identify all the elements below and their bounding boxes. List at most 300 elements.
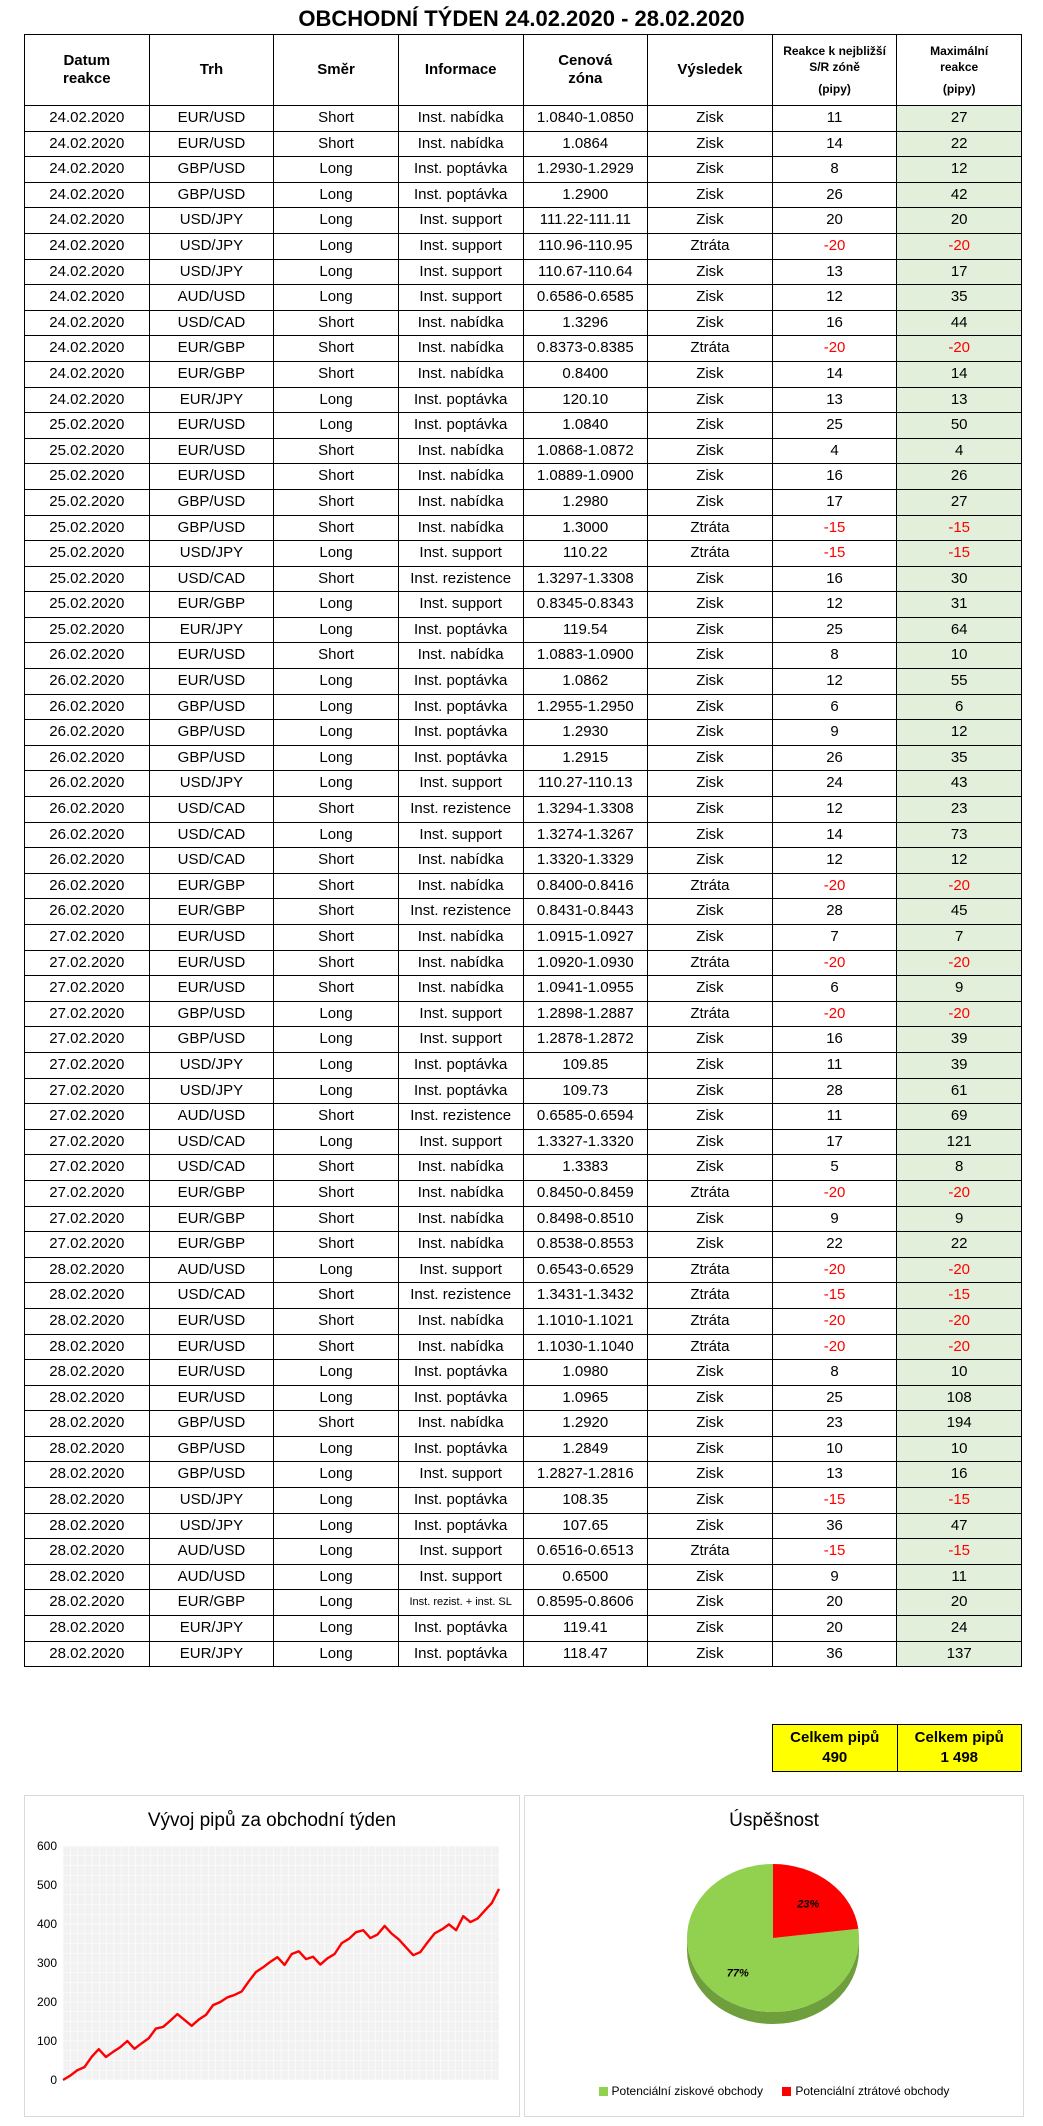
legend-label-loss: Potenciální ztrátové obchody — [795, 2084, 950, 2098]
cell-max-reaction: 9 — [897, 976, 1022, 1002]
header-max-reaction: Maximální reakce (pipy) — [897, 35, 1022, 106]
table-row — [25, 694, 1022, 720]
cell-info: Inst. nabídka — [398, 1411, 523, 1437]
cell-date: 28.02.2020 — [25, 1360, 150, 1386]
cell-result: Ztráta — [648, 336, 773, 362]
pie-chart-title: Úspěšnost — [729, 1810, 819, 1831]
cell-info: Inst. rezist. + inst. SL — [398, 1590, 523, 1616]
cell-result: Zisk — [648, 413, 773, 439]
cell-reaction: 11 — [772, 106, 897, 132]
cell-reaction: 12 — [772, 592, 897, 618]
cell-max-reaction: 24 — [897, 1616, 1022, 1642]
cell-market: EUR/USD — [149, 669, 274, 695]
cell-market: USD/CAD — [149, 797, 274, 823]
cell-market: AUD/USD — [149, 1564, 274, 1590]
cell-direction: Long — [274, 1564, 399, 1590]
cell-reaction: 8 — [772, 1360, 897, 1386]
cell-zone: 1.0980 — [523, 1360, 648, 1386]
cell-date: 27.02.2020 — [25, 1027, 150, 1053]
y-tick-label: 300 — [36, 1956, 57, 1970]
cell-info: Inst. poptávka — [398, 617, 523, 643]
cell-market: EUR/USD — [149, 1360, 274, 1386]
cell-zone: 1.2878-1.2872 — [523, 1027, 648, 1053]
table-row — [25, 1641, 1022, 1667]
cell-direction: Long — [274, 694, 399, 720]
cell-result: Zisk — [648, 387, 773, 413]
cell-date: 27.02.2020 — [25, 976, 150, 1002]
cell-direction: Long — [274, 182, 399, 208]
header-reaction: Reakce k nejbližší S/R zóně (pipy) — [772, 35, 897, 106]
legend-label-win: Potenciální ziskové obchody — [611, 2084, 763, 2098]
cell-direction: Short — [274, 925, 399, 951]
cell-reaction: 8 — [772, 643, 897, 669]
cell-info: Inst. nabídka — [398, 361, 523, 387]
pie-chart-svg — [525, 1796, 1023, 2116]
cell-info: Inst. support — [398, 1129, 523, 1155]
cell-info: Inst. support — [398, 1564, 523, 1590]
cell-info: Inst. poptávka — [398, 1641, 523, 1667]
cell-zone: 1.3294-1.3308 — [523, 797, 648, 823]
cell-date: 24.02.2020 — [25, 361, 150, 387]
cell-date: 26.02.2020 — [25, 669, 150, 695]
cell-zone: 118.47 — [523, 1641, 648, 1667]
header-date: Datum reakce — [25, 35, 150, 106]
cell-max-reaction: 35 — [897, 285, 1022, 311]
cell-direction: Long — [274, 1539, 399, 1565]
cell-direction: Long — [274, 157, 399, 183]
cell-date: 27.02.2020 — [25, 950, 150, 976]
cell-result: Zisk — [648, 669, 773, 695]
cell-reaction: -15 — [772, 515, 897, 541]
table-row — [25, 233, 1022, 259]
cell-result: Zisk — [648, 1206, 773, 1232]
total-reaction-cell — [773, 1725, 898, 1772]
cell-zone: 1.2930-1.2929 — [523, 157, 648, 183]
cell-result: Zisk — [648, 285, 773, 311]
cell-market: AUD/USD — [149, 1257, 274, 1283]
cell-result: Ztráta — [648, 1001, 773, 1027]
cell-zone: 1.3297-1.3308 — [523, 566, 648, 592]
cell-direction: Long — [274, 720, 399, 746]
cell-max-reaction: -20 — [897, 1334, 1022, 1360]
cell-max-reaction: -15 — [897, 515, 1022, 541]
cell-reaction: 11 — [772, 1052, 897, 1078]
cell-zone: 109.73 — [523, 1078, 648, 1104]
cell-max-reaction: -20 — [897, 1180, 1022, 1206]
cell-info: Inst. nabídka — [398, 848, 523, 874]
cell-info: Inst. support — [398, 592, 523, 618]
pie-label-win: 77% — [726, 1967, 749, 1980]
cell-zone: 1.0920-1.0930 — [523, 950, 648, 976]
cell-direction: Long — [274, 1513, 399, 1539]
cell-result: Zisk — [648, 592, 773, 618]
cell-market: EUR/USD — [149, 413, 274, 439]
table-row — [25, 1104, 1022, 1130]
cell-date: 24.02.2020 — [25, 285, 150, 311]
cell-result: Ztráta — [648, 1539, 773, 1565]
legend-item-loss — [782, 2084, 949, 2098]
cell-reaction: 12 — [772, 848, 897, 874]
cell-result: Ztráta — [648, 541, 773, 567]
cell-reaction: 16 — [772, 566, 897, 592]
cell-info: Inst. poptávka — [398, 1078, 523, 1104]
cell-info: Inst. nabídka — [398, 1334, 523, 1360]
cell-direction: Long — [274, 541, 399, 567]
cell-result: Ztráta — [648, 1308, 773, 1334]
pie-legend — [525, 2084, 1023, 2098]
cell-direction: Long — [274, 413, 399, 439]
cell-zone: 0.8400-0.8416 — [523, 873, 648, 899]
cell-market: AUD/USD — [149, 1539, 274, 1565]
cell-market: EUR/JPY — [149, 1641, 274, 1667]
cell-market: USD/JPY — [149, 233, 274, 259]
cell-max-reaction: 12 — [897, 848, 1022, 874]
cell-info: Inst. poptávka — [398, 387, 523, 413]
table-row — [25, 976, 1022, 1002]
legend-swatch-loss — [782, 2087, 791, 2096]
cell-max-reaction: 39 — [897, 1027, 1022, 1053]
cell-zone: 111.22-111.11 — [523, 208, 648, 234]
cell-info: Inst. support — [398, 541, 523, 567]
cell-reaction: 13 — [772, 387, 897, 413]
cell-reaction: -15 — [772, 1488, 897, 1514]
cell-info: Inst. nabídka — [398, 976, 523, 1002]
cell-info: Inst. poptávka — [398, 1436, 523, 1462]
table-row — [25, 1539, 1022, 1565]
table-row — [25, 1488, 1022, 1514]
cell-zone: 0.6586-0.6585 — [523, 285, 648, 311]
cell-max-reaction: 12 — [897, 720, 1022, 746]
cell-zone: 1.2900 — [523, 182, 648, 208]
cell-direction: Long — [274, 1052, 399, 1078]
cell-direction: Long — [274, 1360, 399, 1386]
cell-max-reaction: -20 — [897, 873, 1022, 899]
cell-date: 24.02.2020 — [25, 157, 150, 183]
cell-reaction: 24 — [772, 771, 897, 797]
cell-market: GBP/USD — [149, 489, 274, 515]
cell-market: EUR/USD — [149, 1334, 274, 1360]
cell-market: USD/CAD — [149, 1155, 274, 1181]
cell-market: GBP/USD — [149, 515, 274, 541]
cell-result: Ztráta — [648, 1257, 773, 1283]
cell-zone: 1.2930 — [523, 720, 648, 746]
cell-result: Zisk — [648, 822, 773, 848]
cell-reaction: 20 — [772, 1590, 897, 1616]
cell-max-reaction: 44 — [897, 310, 1022, 336]
cell-zone: 1.0889-1.0900 — [523, 464, 648, 490]
table-row — [25, 669, 1022, 695]
cell-max-reaction: 64 — [897, 617, 1022, 643]
table-row — [25, 617, 1022, 643]
cell-info: Inst. support — [398, 1539, 523, 1565]
cell-info: Inst. nabídka — [398, 1155, 523, 1181]
cell-direction: Short — [274, 899, 399, 925]
cell-max-reaction: 55 — [897, 669, 1022, 695]
cell-info: Inst. nabídka — [398, 489, 523, 515]
cell-zone: 109.85 — [523, 1052, 648, 1078]
cell-max-reaction: 35 — [897, 745, 1022, 771]
cell-direction: Long — [274, 208, 399, 234]
cell-market: USD/JPY — [149, 1513, 274, 1539]
table-row — [25, 208, 1022, 234]
cell-info: Inst. nabídka — [398, 515, 523, 541]
cell-max-reaction: 121 — [897, 1129, 1022, 1155]
y-tick-label: 100 — [36, 2034, 57, 2048]
cell-max-reaction: 137 — [897, 1641, 1022, 1667]
cell-market: EUR/USD — [149, 925, 274, 951]
total-max-value: 1 498 — [940, 1749, 979, 1766]
cell-market: EUR/GBP — [149, 1206, 274, 1232]
cell-result: Ztráta — [648, 1180, 773, 1206]
cell-date: 24.02.2020 — [25, 233, 150, 259]
total-max-cell — [897, 1725, 1022, 1772]
cell-market: EUR/GBP — [149, 1180, 274, 1206]
cell-info: Inst. support — [398, 233, 523, 259]
cell-market: GBP/USD — [149, 1462, 274, 1488]
cell-reaction: -20 — [772, 1180, 897, 1206]
cell-reaction: 26 — [772, 182, 897, 208]
cell-date: 25.02.2020 — [25, 617, 150, 643]
cell-max-reaction: 30 — [897, 566, 1022, 592]
cell-info: Inst. support — [398, 1027, 523, 1053]
cell-reaction: 16 — [772, 464, 897, 490]
cell-market: USD/JPY — [149, 1488, 274, 1514]
cell-direction: Short — [274, 515, 399, 541]
cell-max-reaction: 42 — [897, 182, 1022, 208]
cell-result: Ztráta — [648, 515, 773, 541]
cell-direction: Long — [274, 1001, 399, 1027]
cell-zone: 1.3383 — [523, 1155, 648, 1181]
cell-max-reaction: -15 — [897, 1539, 1022, 1565]
cell-market: USD/JPY — [149, 771, 274, 797]
cell-max-reaction: 11 — [897, 1564, 1022, 1590]
cell-direction: Short — [274, 310, 399, 336]
cell-reaction: -20 — [772, 873, 897, 899]
cell-info: Inst. poptávka — [398, 1052, 523, 1078]
cell-info: Inst. nabídka — [398, 131, 523, 157]
legend-item-win — [599, 2084, 763, 2098]
cell-info: Inst. support — [398, 1462, 523, 1488]
total-max-label: Celkem pipů — [914, 1729, 1004, 1746]
cell-direction: Long — [274, 822, 399, 848]
cell-result: Zisk — [648, 182, 773, 208]
cell-reaction: 12 — [772, 669, 897, 695]
table-row — [25, 541, 1022, 567]
table-row — [25, 899, 1022, 925]
cell-reaction: 23 — [772, 1411, 897, 1437]
cell-result: Zisk — [648, 1129, 773, 1155]
cell-date: 26.02.2020 — [25, 694, 150, 720]
header-result: Výsledek — [648, 35, 773, 106]
cell-date: 28.02.2020 — [25, 1462, 150, 1488]
cell-market: USD/JPY — [149, 259, 274, 285]
cell-date: 27.02.2020 — [25, 1129, 150, 1155]
cell-zone: 1.3274-1.3267 — [523, 822, 648, 848]
cell-info: Inst. poptávka — [398, 669, 523, 695]
total-reaction-label: Celkem pipů — [790, 1729, 880, 1746]
cell-date: 28.02.2020 — [25, 1308, 150, 1334]
cell-date: 25.02.2020 — [25, 541, 150, 567]
cell-date: 24.02.2020 — [25, 336, 150, 362]
cell-result: Zisk — [648, 694, 773, 720]
cell-max-reaction: -15 — [897, 1283, 1022, 1309]
cell-date: 28.02.2020 — [25, 1436, 150, 1462]
cell-reaction: 36 — [772, 1641, 897, 1667]
cell-result: Zisk — [648, 259, 773, 285]
table-row — [25, 1616, 1022, 1642]
cell-date: 27.02.2020 — [25, 1206, 150, 1232]
cell-reaction: 9 — [772, 720, 897, 746]
cell-date: 28.02.2020 — [25, 1334, 150, 1360]
cell-result: Zisk — [648, 1385, 773, 1411]
cell-max-reaction: -20 — [897, 1001, 1022, 1027]
cell-market: EUR/USD — [149, 950, 274, 976]
cell-max-reaction: -20 — [897, 950, 1022, 976]
cell-max-reaction: -20 — [897, 1308, 1022, 1334]
cell-max-reaction: 61 — [897, 1078, 1022, 1104]
cell-result: Zisk — [648, 1590, 773, 1616]
cell-reaction: 20 — [772, 208, 897, 234]
cell-max-reaction: 22 — [897, 131, 1022, 157]
cell-date: 26.02.2020 — [25, 643, 150, 669]
cell-market: AUD/USD — [149, 285, 274, 311]
cell-date: 24.02.2020 — [25, 131, 150, 157]
cell-market: EUR/USD — [149, 106, 274, 132]
cell-market: EUR/JPY — [149, 387, 274, 413]
cell-zone: 1.2827-1.2816 — [523, 1462, 648, 1488]
cell-reaction: -20 — [772, 1257, 897, 1283]
cell-zone: 119.54 — [523, 617, 648, 643]
cell-max-reaction: 10 — [897, 1436, 1022, 1462]
table-row — [25, 1385, 1022, 1411]
cell-market: USD/JPY — [149, 1078, 274, 1104]
cell-info: Inst. nabídka — [398, 950, 523, 976]
cell-zone: 0.6543-0.6529 — [523, 1257, 648, 1283]
cell-reaction: 16 — [772, 310, 897, 336]
pie-label-loss: 23% — [797, 1898, 820, 1911]
table-row — [25, 1513, 1022, 1539]
cell-market: USD/JPY — [149, 1052, 274, 1078]
cell-reaction: 28 — [772, 1078, 897, 1104]
cell-direction: Short — [274, 489, 399, 515]
cell-zone: 1.3320-1.3329 — [523, 848, 648, 874]
cell-reaction: 7 — [772, 925, 897, 951]
cell-info: Inst. nabídka — [398, 1232, 523, 1258]
header-market: Trh — [149, 35, 274, 106]
cell-reaction: 8 — [772, 157, 897, 183]
cell-date: 26.02.2020 — [25, 822, 150, 848]
cell-date: 26.02.2020 — [25, 771, 150, 797]
y-tick-label: 500 — [36, 1878, 57, 1892]
cell-zone: 119.41 — [523, 1616, 648, 1642]
cell-date: 27.02.2020 — [25, 1052, 150, 1078]
cell-market: EUR/GBP — [149, 1590, 274, 1616]
y-tick-label: 600 — [36, 1839, 57, 1853]
cell-market: GBP/USD — [149, 720, 274, 746]
cell-date: 24.02.2020 — [25, 106, 150, 132]
cell-info: Inst. nabídka — [398, 1180, 523, 1206]
cell-zone: 1.0864 — [523, 131, 648, 157]
cell-max-reaction: 69 — [897, 1104, 1022, 1130]
cell-zone: 0.8373-0.8385 — [523, 336, 648, 362]
cell-direction: Short — [274, 131, 399, 157]
cell-market: USD/CAD — [149, 848, 274, 874]
table-row — [25, 310, 1022, 336]
cell-result: Zisk — [648, 1436, 773, 1462]
cell-date: 27.02.2020 — [25, 1232, 150, 1258]
cell-zone: 0.8431-0.8443 — [523, 899, 648, 925]
cell-date: 26.02.2020 — [25, 899, 150, 925]
cell-info: Inst. poptávka — [398, 1385, 523, 1411]
cell-date: 28.02.2020 — [25, 1411, 150, 1437]
y-tick-label: 400 — [36, 1917, 57, 1931]
cell-reaction: 14 — [772, 361, 897, 387]
cell-info: Inst. rezistence — [398, 566, 523, 592]
table-row — [25, 1129, 1022, 1155]
cell-market: USD/CAD — [149, 822, 274, 848]
cell-direction: Long — [274, 1027, 399, 1053]
cell-date: 25.02.2020 — [25, 566, 150, 592]
cell-reaction: 16 — [772, 1027, 897, 1053]
cell-result: Zisk — [648, 1078, 773, 1104]
table-row — [25, 566, 1022, 592]
cell-max-reaction: 39 — [897, 1052, 1022, 1078]
cell-reaction: 9 — [772, 1564, 897, 1590]
cell-reaction: 13 — [772, 1462, 897, 1488]
cell-direction: Short — [274, 1232, 399, 1258]
cell-max-reaction: 50 — [897, 413, 1022, 439]
table-row — [25, 1308, 1022, 1334]
cell-result: Zisk — [648, 566, 773, 592]
cell-result: Zisk — [648, 489, 773, 515]
cell-info: Inst. support — [398, 1001, 523, 1027]
cell-max-reaction: 108 — [897, 1385, 1022, 1411]
cell-market: EUR/GBP — [149, 592, 274, 618]
legend-swatch-win — [599, 2087, 608, 2096]
cell-result: Zisk — [648, 1513, 773, 1539]
cell-max-reaction: 17 — [897, 259, 1022, 285]
cell-market: GBP/USD — [149, 745, 274, 771]
cell-direction: Long — [274, 1641, 399, 1667]
table-row — [25, 1027, 1022, 1053]
cell-result: Ztráta — [648, 950, 773, 976]
y-tick-label: 0 — [50, 2073, 57, 2087]
cell-result: Zisk — [648, 1232, 773, 1258]
cell-result: Zisk — [648, 925, 773, 951]
cell-zone: 120.10 — [523, 387, 648, 413]
cell-reaction: 13 — [772, 259, 897, 285]
table-row — [25, 592, 1022, 618]
table-row — [25, 745, 1022, 771]
cell-zone: 1.3431-1.3432 — [523, 1283, 648, 1309]
cell-direction: Long — [274, 1616, 399, 1642]
cell-market: USD/JPY — [149, 208, 274, 234]
cell-date: 28.02.2020 — [25, 1641, 150, 1667]
cell-zone: 1.0868-1.0872 — [523, 438, 648, 464]
cell-info: Inst. nabídka — [398, 925, 523, 951]
cell-info: Inst. support — [398, 771, 523, 797]
cell-market: USD/CAD — [149, 566, 274, 592]
cell-result: Zisk — [648, 1564, 773, 1590]
cell-reaction: -15 — [772, 541, 897, 567]
cell-direction: Short — [274, 848, 399, 874]
table-row — [25, 1462, 1022, 1488]
cell-zone: 1.0883-1.0900 — [523, 643, 648, 669]
cell-info: Inst. poptávka — [398, 720, 523, 746]
cell-max-reaction: 14 — [897, 361, 1022, 387]
cell-market: GBP/USD — [149, 1411, 274, 1437]
cell-direction: Short — [274, 1411, 399, 1437]
